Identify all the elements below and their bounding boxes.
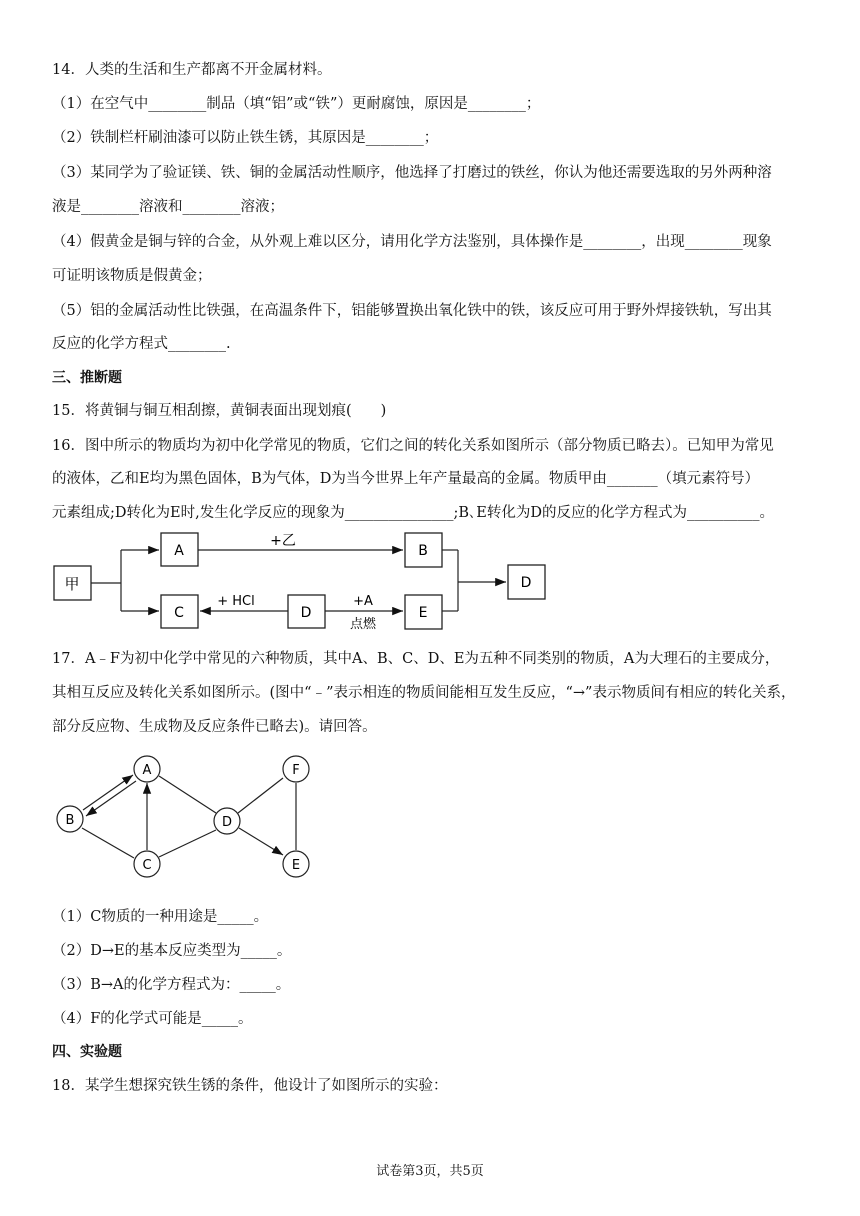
q15-text: 15．将黄铜与铜互相刮擦，黄铜表面出现划痕( ) [52, 403, 387, 419]
q17-part1: （1）C物质的一种用途是_____。 [52, 909, 269, 925]
label-a: A [174, 543, 184, 559]
label-a: A [142, 763, 152, 778]
line-c-d [159, 830, 216, 857]
label-plus-a: +A [353, 594, 373, 609]
section-heading-experiment: 四、实验题 [52, 1044, 122, 1060]
q14-part3-line2: 液是________溶液和________溶液； [52, 199, 284, 215]
page-footer: 试卷第3页，共5页 [376, 1164, 484, 1179]
q14-part4-line1: （4）假黄金是铜与锌的合金，从外观上难以区分，请用化学方法鉴别，具体操作是________，出现________现象 [52, 234, 772, 250]
q18-text: 18．某学生想探究铁生锈的条件，他设计了如图所示的实验： [52, 1078, 448, 1094]
q16-flow-diagram [0, 525, 860, 635]
arrow-b-a [83, 775, 133, 810]
label-c: C [142, 858, 152, 873]
label-plus-yi: +乙 [270, 533, 296, 549]
label-c: C [174, 605, 184, 621]
label-d-left: D [300, 605, 312, 621]
section-heading-inference: 三、推断题 [52, 370, 122, 386]
line-b-c [82, 828, 134, 858]
q17-line3: 部分反应物、生成物及反应条件已略去)。请回答。 [52, 719, 377, 735]
label-e: E [291, 858, 301, 873]
label-d: D [221, 815, 233, 830]
q16-line2: 的液体，乙和E均为黑色固体，B为气体，D为当今世界上年产量最高的金属。物质甲由_______（填元素符号） [52, 471, 760, 487]
q14-part3-line1: （3）某同学为了验证镁、铁、铜的金属活动性顺序，他选择了打磨过的铁丝，你认为他还需要选取的另外两种溶 [52, 165, 772, 181]
q14-part5-line2: 反应的化学方程式________. [52, 336, 231, 352]
arrow-a-b [86, 781, 136, 816]
q17-line2: 其相互反应及转化关系如图所示。(图中“﹣”表示相连的物质间能相互发生反应，“→”表示物质间有相应的转化关系， [52, 685, 796, 701]
q17-relation-diagram [0, 745, 860, 890]
line-a-d [159, 776, 216, 813]
label-b: B [418, 543, 428, 559]
q14-part5-line1: （5）铝的金属活动性比铁强，在高温条件下，铝能够置换出氧化铁中的铁，该反应可用于野外焊接铁轨，写出其 [52, 303, 772, 319]
label-jia: 甲 [64, 575, 80, 593]
label-dianran: 点燃 [349, 617, 377, 632]
line-d-f [238, 778, 283, 813]
q14-title: 14．人类的生活和生产都离不开金属材料。 [52, 62, 332, 78]
q14-part2: （2）铁制栏杆刷油漆可以防止铁生锈，其原因是________； [52, 130, 439, 146]
q14-part4-line2: 可证明该物质是假黄金； [52, 268, 212, 284]
label-b: B [65, 813, 75, 828]
q17-part4: （4）F的化学式可能是_____。 [52, 1011, 253, 1027]
q14-part1: （1）在空气中________制品（填“铝”或“铁”）更耐腐蚀，原因是________； [52, 96, 541, 112]
q16-line3: 元素组成;D转化为E时,发生化学反应的现象为_______________;B､E转化为D的反应的化学方程式为__________。 [52, 505, 774, 521]
q16-line1: 16．图中所示的物质均为初中化学常见的物质，它们之间的转化关系如图所示（部分物质已略去）。已知甲为常见 [52, 438, 774, 454]
q17-part3: （3）B→A的化学方程式为：_____。 [52, 977, 291, 993]
label-d-right: D [520, 575, 532, 591]
q17-line1: 17．A﹣F为初中化学中常见的六种物质，其中A、B、C、D、E为五种不同类别的物质，A为大理石的主要成分， [52, 651, 780, 667]
label-plus-hcl: + HCl [217, 594, 255, 609]
q17-part2: （2）D→E的基本反应类型为_____。 [52, 943, 292, 959]
label-e: E [418, 605, 428, 621]
label-f: F [292, 763, 300, 778]
arrow-d-e [239, 828, 283, 855]
